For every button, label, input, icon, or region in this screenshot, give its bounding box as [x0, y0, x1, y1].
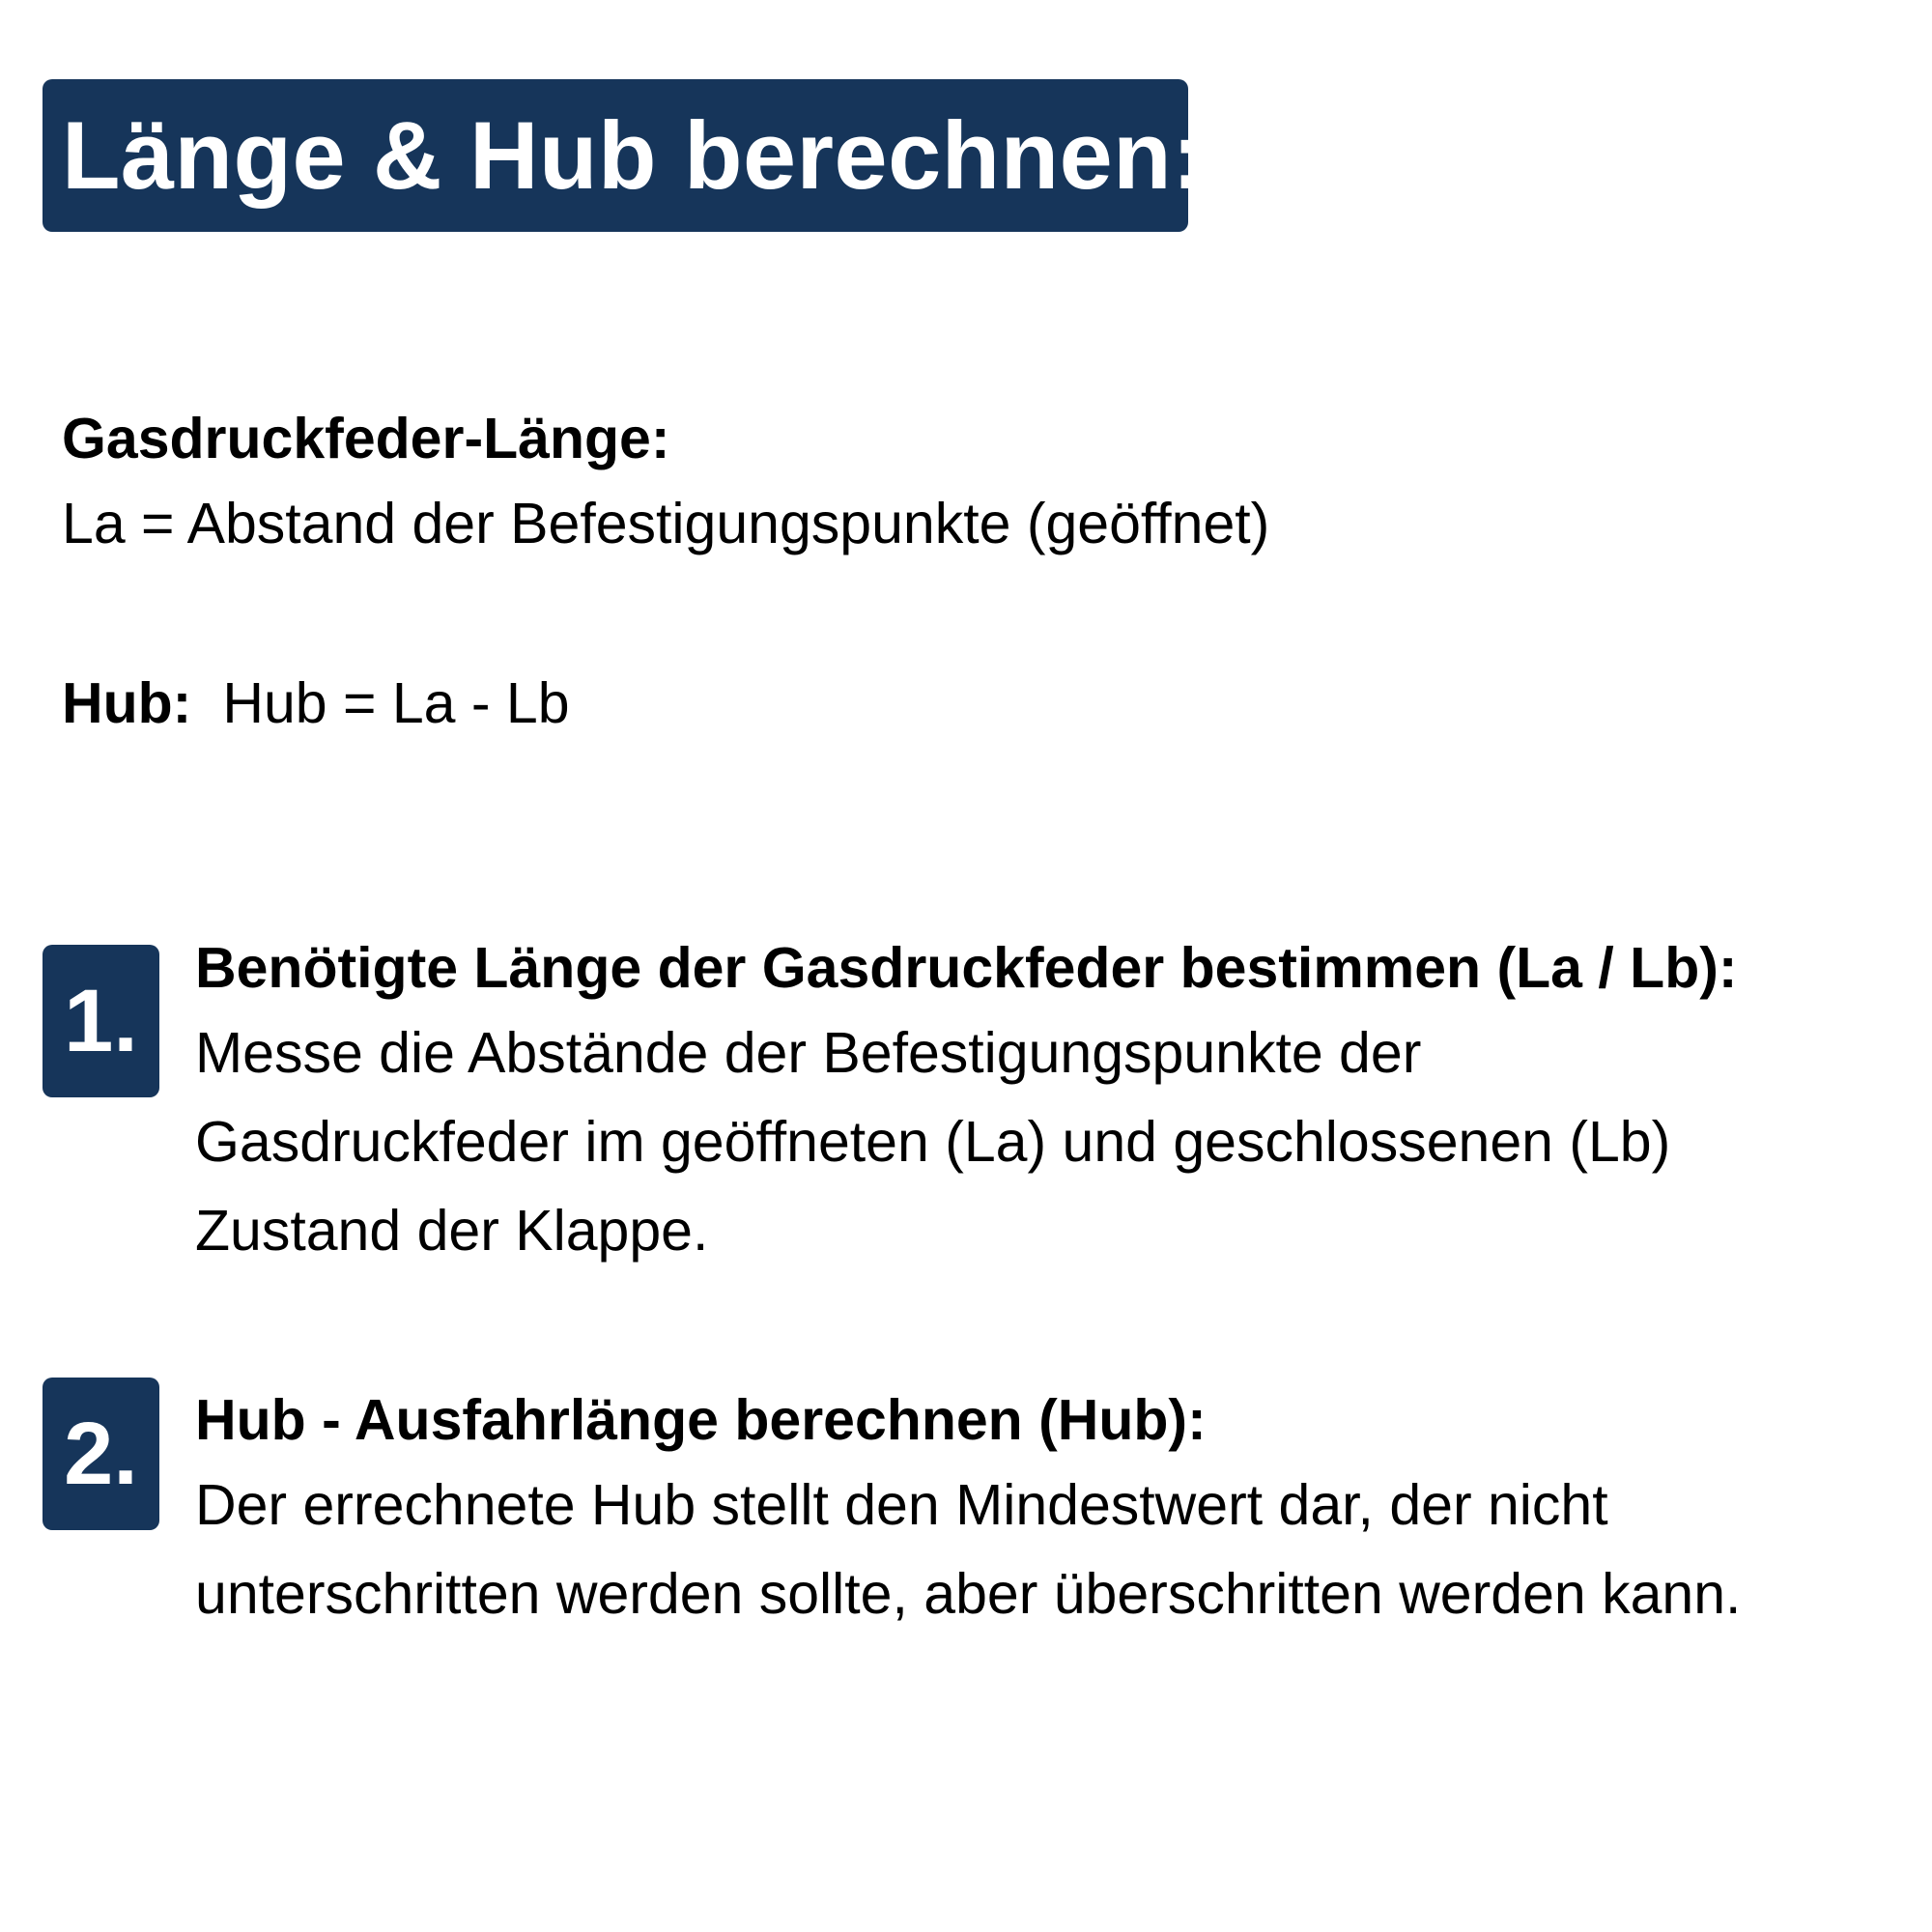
step-1-badge	[43, 945, 159, 1097]
step-1-line: Gasdruckfeder im geöffneten (La) und geschlossenen (Lb)	[195, 1110, 1671, 1174]
step-2-number: 2.	[64, 1405, 138, 1503]
step-2-heading: Hub - Ausfahrlänge berechnen (Hub):	[195, 1388, 1207, 1452]
step-1-body	[195, 1009, 1915, 1275]
step-2-badge	[43, 1378, 159, 1530]
hub-label: Hub:	[62, 671, 192, 735]
title-banner	[43, 79, 1205, 232]
step-2-line: Der errechnete Hub stellt den Mindestwert dar, der nicht	[195, 1473, 1608, 1537]
step-2-content	[195, 1385, 1915, 1638]
step-1-number: 1.	[64, 972, 138, 1070]
step-1-content	[195, 933, 1915, 1275]
step-2-body	[195, 1461, 1915, 1638]
page-title: Länge & Hub berechnen:	[62, 101, 1205, 209]
length-heading: Gasdruckfeder-Länge:	[62, 407, 670, 470]
step-1-heading: Benötigte Länge der Gasdruckfeder bestimmen (La / Lb):	[195, 936, 1738, 1000]
step-1-line: Messe die Abstände der Befestigungspunkte der	[195, 1021, 1422, 1085]
step-2-line: unterschritten werden sollte, aber überschritten werden kann.	[195, 1562, 1742, 1626]
length-definition: La = Abstand der Befestigungspunkte (geöffnet)	[62, 492, 1270, 555]
step-1-line: Zustand der Klappe.	[195, 1199, 709, 1263]
hub-formula: Hub = La - Lb	[222, 671, 570, 735]
hub-formula-line	[62, 670, 570, 736]
